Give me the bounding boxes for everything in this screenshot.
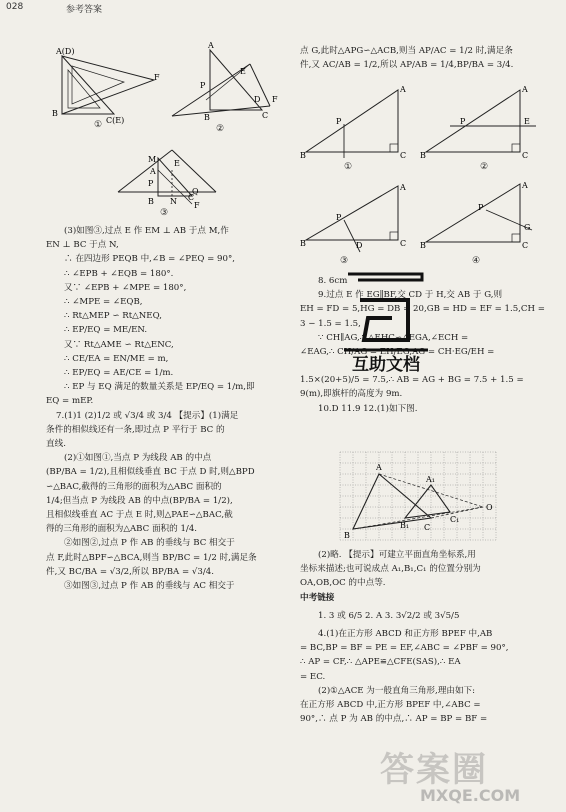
text-line: 4.(1)在正方形 ABCD 和正方形 BPEF 中,AB: [318, 629, 493, 640]
text-line: 件,又 AC/AB = 1/2,所以 AP/AB = 1/4,BP/BA = 3/4.: [300, 60, 514, 71]
text-line: (3)如图③,过点 E 作 EM ⊥ AB 于点 M,作: [64, 226, 229, 236]
grid-label-B: B: [344, 531, 350, 540]
fig-r1-label-C: C: [400, 151, 407, 160]
fig3-label-M: M: [148, 155, 157, 164]
fig-r3-label-C: C: [400, 239, 407, 248]
text-line: ∴ ∠MPE = ∠EQB,: [64, 297, 143, 308]
text-line: 90°,∴ 点 P 为 AB 的中点,∴ AP = BP = BF =: [300, 714, 488, 725]
text-line: ②如图②,过点 P 作 AB 的垂线与 BC 相交于: [64, 538, 235, 549]
fig2-label-F: F: [272, 95, 278, 104]
figure-1: [52, 44, 164, 130]
text-line: ∴ 在四边形 PEQB 中,∠B = ∠PEQ = 90°,: [64, 254, 236, 265]
text-line: ∵ CH∥AG,∴ △EHC∽△EGA,∠ECH =: [318, 332, 469, 343]
text-line: 得的三角形的面积为△ABC 面积的 1/4.: [46, 524, 198, 535]
fig1-label-C: C(E): [106, 116, 125, 125]
fig3-label-C: C: [188, 193, 195, 202]
fig-r2-label-A: A: [522, 85, 528, 94]
figure-3: [112, 144, 232, 224]
fig2-label-D: D: [254, 95, 261, 104]
fig-r1-label-A: A: [400, 85, 406, 94]
right-column-text-top: [300, 44, 552, 72]
text-line: 3 − 1.5 = 1.5,: [300, 318, 361, 329]
fig3-label-N: N: [170, 197, 177, 206]
stamp-text: 互助文档: [352, 355, 420, 375]
grid-label-A: A: [376, 463, 382, 472]
fig-r2-label-E: E: [524, 117, 530, 126]
grid-label-B1: B₁: [400, 521, 410, 530]
fig3-label-P: P: [148, 179, 154, 188]
watermark-text: 答案圈: [380, 750, 488, 790]
fig-r3-label-A: A: [400, 183, 406, 192]
fig-r3-label-P: P: [336, 213, 342, 222]
page-number: 028: [6, 2, 24, 12]
page-title: 参考答案: [66, 5, 103, 15]
text-line: 在正方形 ABCD 中,正方形 BPEF 中,∠ABC =: [300, 700, 481, 711]
grid-label-C: C: [424, 523, 431, 532]
text-line: 7.(1)1 (2)1/2 或 √3/4 或 3/4 【提示】(1)满足: [56, 410, 239, 421]
stamp-logo: [338, 270, 448, 376]
text-line: (2)①如图①,当点 P 为线段 AB 的中点: [64, 453, 212, 464]
fig2-caption: ②: [216, 124, 225, 134]
text-line: EN ⊥ BC 于点 N,: [46, 240, 119, 251]
text-line: ∴ ∠EPB + ∠EQB = 180°.: [64, 268, 174, 279]
fig1-label-F: F: [154, 73, 160, 82]
fig-r2-caption: ②: [480, 162, 489, 172]
text-line: OA,OB,OC 的中点等.: [300, 578, 386, 589]
fig-r4-caption: ④: [472, 256, 481, 266]
fig3-label-A: A: [150, 167, 156, 176]
text-line: 9(m),即旗杆的高度为 9m.: [300, 389, 403, 400]
fig1-caption: ①: [94, 120, 103, 130]
text-line: ∴ Rt△MEP ∽ Rt△NEQ,: [64, 311, 162, 322]
text-line: 9.过点 E 作 EG∥BF,交 CD 于 H,交 AB 于 G,则: [318, 290, 503, 301]
fig3-caption: ③: [160, 208, 169, 218]
fig2-label-B: B: [204, 113, 210, 122]
fig-r4-label-G: G: [524, 223, 531, 232]
fig-r4-label-C: C: [522, 241, 529, 250]
fig3-label-B: B: [148, 197, 154, 206]
fig-r3-label-B: B: [300, 239, 306, 248]
text-line: = EC.: [300, 671, 326, 682]
figure-2: [170, 40, 280, 140]
fig1-label-B: B: [52, 109, 58, 118]
left-column-text: [46, 224, 284, 593]
text-line: EH = FD = 5,HG = DB = 20,GB = HD = EF = 1.5,CH =: [300, 304, 545, 315]
text-line: (2)略. 【提示】可建立平面直角坐标系,用: [318, 550, 476, 560]
text-line: 点 G,此时△APG∽△ACB,则当 AP/AC = 1/2 时,满足条: [300, 46, 513, 56]
grid-label-C1: C₁: [450, 515, 460, 524]
fig-r1-caption: ①: [344, 162, 353, 172]
fig-r1-label-P: P: [336, 117, 342, 126]
text-line: 件,又 BC/BA = √3/2,所以 BP/BA = √3/4.: [46, 566, 214, 577]
fig3-label-Q: Q: [192, 187, 199, 196]
text-line: ∴ CE/EA = EN/ME = m,: [64, 353, 169, 364]
text-line: 8. 6cm: [318, 276, 348, 286]
page-header: [0, 0, 566, 16]
watermark: [380, 742, 560, 808]
text-line: (BP/BA = 1/2),且相似线垂直 BC 于点 D 时,则△BPD: [46, 467, 255, 478]
fig-r4-label-B: B: [420, 241, 426, 250]
text-line: EQ = mEP.: [46, 396, 94, 407]
text-line: ∴ EP/EQ = AE/CE = 1/m.: [64, 368, 174, 379]
fig-r2-label-C: C: [522, 151, 529, 160]
text-line: 条件的相似线还有一条,即过点 P 平行于 BC 的: [46, 424, 225, 435]
fig2-label-P: P: [200, 81, 206, 90]
fig-r1-label-B: B: [300, 151, 306, 160]
grid-label-O: O: [486, 503, 493, 512]
fig-r3-caption: ③: [340, 256, 349, 266]
fig-r3-label-D: D: [356, 241, 363, 250]
text-line: ∴ EP 与 EQ 满足的数量关系是 EP/EQ = 1/m,即: [64, 382, 255, 393]
grid-label-A1: A₁: [426, 475, 435, 484]
watermark-site: MXQE.COM: [420, 786, 521, 805]
figure-r4: [420, 180, 540, 266]
text-line: ∽△BAC,截得的三角形的面积为△ABC 面积的: [46, 481, 222, 492]
text-line: 直线.: [46, 439, 66, 450]
text-line: ∴ AP = CF,∴ △APE≌△CFE(SAS),∴ EA: [300, 657, 461, 668]
figure-r2: [420, 84, 540, 172]
fig-r4-label-A: A: [522, 181, 528, 190]
text-line: 又∵ Rt△AME ∽ Rt△ENC,: [64, 339, 174, 350]
text-line: ∠EAG,∴ CH/AG = EH/EG,AG = CH·EG/EH =: [300, 347, 495, 358]
grid-figure: [340, 452, 496, 540]
text-line: 1/4;但当点 P 为线段 AB 的中点(BP/BA = 1/2),: [46, 495, 233, 506]
text-line: ③如图③,过点 P 作 AB 的垂线与 AC 相交于: [64, 581, 235, 592]
text-line: 且相似线垂直 AC 于点 E 时,则△PAE∽△BAC,截: [46, 510, 233, 521]
right-column-text-bottom: [300, 548, 552, 726]
figure-r3: [300, 182, 410, 266]
fig-r4-label-P: P: [478, 203, 484, 212]
section-heading: 中考链接: [300, 592, 335, 603]
fig2-label-C: C: [262, 111, 269, 120]
text-line: 1.5×(20+5)/5 = 7.5,∴ AB = AG + BG = 7.5 + 1.5 =: [300, 375, 524, 386]
figure-r1: [300, 84, 410, 172]
fig3-label-F: F: [194, 201, 200, 210]
text-line: ∴ EP/EQ = ME/EN.: [64, 325, 148, 336]
fig2-label-A: A: [208, 41, 214, 50]
text-line: 坐标来描述;也可说成点 A₁,B₁,C₁ 的位置分别为: [300, 564, 481, 575]
text-line: 10.D 11.9 12.(1)如下图.: [318, 403, 418, 414]
fig3-label-E: E: [174, 159, 180, 168]
fig-r2-label-B: B: [420, 151, 426, 160]
text-line: = BC,BP = BF = PE = EF,∠ABC = ∠PBF = 90°,: [300, 643, 509, 654]
fig2-label-E: E: [240, 67, 246, 76]
text-line: 又∵ ∠EPB + ∠MPE = 180°,: [64, 282, 187, 293]
text-line: (2)①△ACE 为一般直角三角形,理由如下:: [318, 685, 476, 696]
text-line: 1. 3 或 6/5 2. A 3. 3√2/2 或 3√5/5: [318, 610, 460, 621]
fig-r2-label-P: P: [460, 117, 466, 126]
text-line: 点 F,此时△BPF∽△BCA,则当 BP/BC = 1/2 时,满足条: [46, 552, 257, 563]
fig1-label-A: A(D): [56, 47, 75, 56]
